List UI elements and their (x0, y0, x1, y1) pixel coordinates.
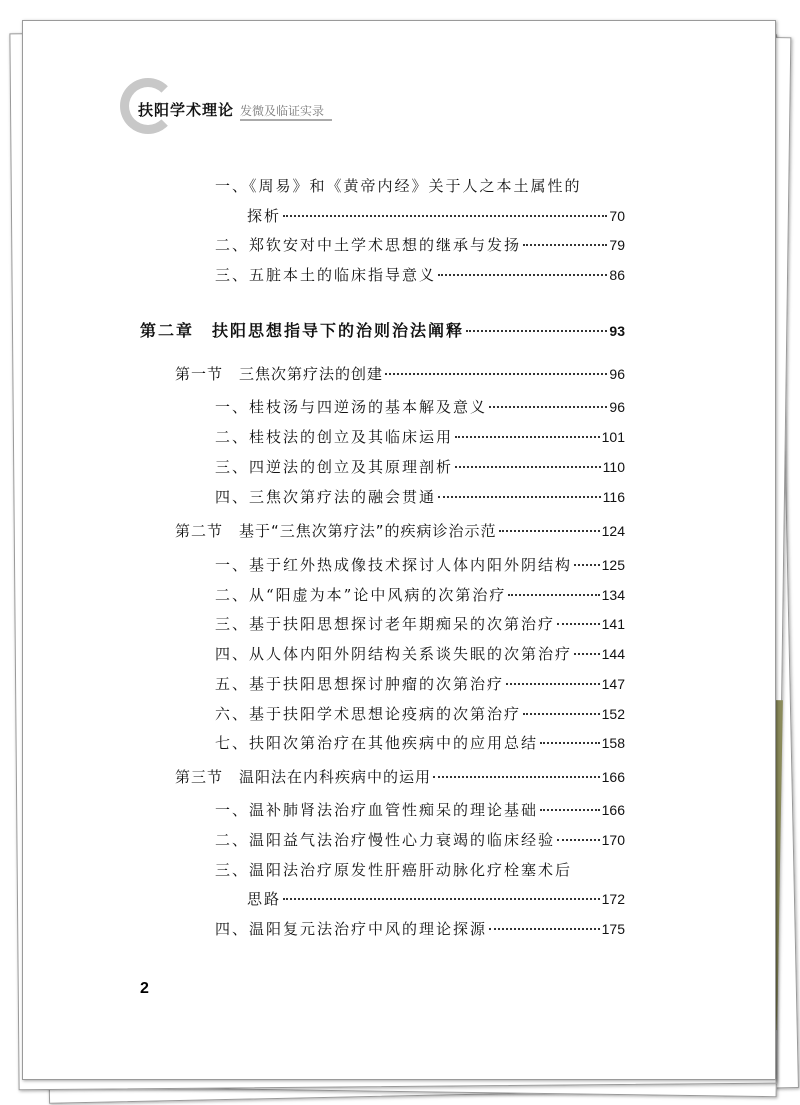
toc-entry-title: 四、从人体内阳外阴结构关系谈失眠的次第治疗 (215, 645, 573, 663)
leader-dots (489, 928, 600, 930)
toc-entry[interactable] (247, 205, 625, 226)
toc-entry[interactable] (175, 363, 625, 384)
toc-entry[interactable] (215, 732, 625, 753)
toc-entry[interactable] (215, 486, 625, 507)
toc-entry[interactable] (215, 859, 625, 880)
toc-entry-page: 166 (601, 769, 625, 785)
toc-entry-title: 六、基于扶阳学术思想论疫病的次第治疗 (215, 705, 522, 723)
toc-entry[interactable] (215, 829, 625, 850)
toc-entry-title: 二、桂枝法的创立及其临床运用 (215, 428, 454, 446)
toc-entry-title: 七、扶阳次第治疗在其他疾病中的应用总结 (215, 734, 539, 752)
toc-entry[interactable] (215, 799, 625, 820)
leader-dots (574, 653, 600, 655)
page-number: 2 (140, 980, 149, 997)
leader-dots (466, 330, 607, 332)
leader-dots (523, 244, 607, 246)
toc-entry-page: 93 (609, 323, 625, 339)
toc-entry-page: 144 (601, 646, 625, 662)
leader-dots (557, 839, 600, 841)
toc-entry-title: 第一节 三焦次第疗法的创建 (175, 365, 384, 383)
toc-entry-title: 第二章 扶阳思想指导下的治则治法阐释 (140, 321, 465, 340)
leader-dots (540, 742, 600, 744)
toc-entry-page: 158 (601, 735, 625, 751)
leader-dots (385, 373, 607, 375)
leader-dots (433, 776, 600, 778)
toc-entry-page: 152 (601, 706, 625, 722)
toc-entry[interactable] (140, 318, 625, 341)
toc-entry-title: 思路 (247, 890, 282, 908)
toc-entry-title: 三、四逆法的创立及其原理剖析 (215, 458, 454, 476)
toc-entry-page: 170 (601, 832, 625, 848)
toc-entry-page: 172 (601, 891, 625, 907)
leader-dots (455, 436, 600, 438)
toc-entry[interactable] (215, 264, 625, 285)
toc-entry-page: 125 (601, 557, 625, 573)
toc-entry-title: 第三节 温阳法在内科疾病中的运用 (175, 768, 432, 786)
toc-entry-title: 探析 (247, 207, 282, 225)
toc-entry-page: 166 (601, 802, 625, 818)
toc-entry-page: 110 (602, 459, 625, 475)
leader-dots (283, 898, 600, 900)
toc-entry-page: 147 (601, 676, 625, 692)
leader-dots (499, 530, 600, 532)
toc-entry-page: 96 (609, 366, 625, 382)
book-subtitle: 发微及临证实录 (240, 102, 332, 121)
toc-entry[interactable] (215, 673, 625, 694)
toc-entry[interactable] (215, 554, 625, 575)
toc-entry-title: 一、《周易》和《黄帝内经》关于人之本土属性的 (215, 177, 582, 195)
leader-dots (508, 594, 599, 596)
toc-entry-title: 二、从“阳虚为本”论中风病的次第治疗 (215, 586, 507, 604)
toc-entry-page: 86 (609, 267, 625, 283)
toc-entry-page: 96 (609, 399, 625, 415)
toc-entry[interactable] (215, 584, 625, 605)
leader-dots (574, 564, 600, 566)
toc-entry[interactable] (175, 520, 625, 541)
toc-entry-title: 二、郑钦安对中土学术思想的继承与发扬 (215, 236, 522, 254)
toc-entry[interactable] (175, 766, 625, 787)
toc-entry-title: 一、桂枝汤与四逆汤的基本解及意义 (215, 398, 488, 416)
toc-entry-page: 101 (601, 429, 625, 445)
toc-entry-title: 二、温阳益气法治疗慢性心力衰竭的临床经验 (215, 831, 556, 849)
toc-entry-title: 第二节 基于“三焦次第疗法”的疾病诊治示范 (175, 522, 497, 540)
toc-entry-title: 四、温阳复元法治疗中风的理论探源 (215, 920, 488, 938)
toc-entry[interactable] (215, 613, 625, 634)
toc-entry-title: 一、基于红外热成像技术探讨人体内阳外阴结构 (215, 556, 573, 574)
toc-entry[interactable] (215, 175, 625, 196)
toc-entry-page: 116 (602, 489, 625, 505)
leader-dots (506, 683, 600, 685)
toc-entry-title: 四、三焦次第疗法的融会贯通 (215, 488, 437, 506)
toc-entry-title: 三、基于扶阳思想探讨老年期痴呆的次第治疗 (215, 615, 556, 633)
leader-dots (540, 809, 600, 811)
toc-entry[interactable] (215, 703, 625, 724)
leader-dots (438, 496, 601, 498)
toc-entry[interactable] (215, 426, 625, 447)
toc-entry-page: 141 (601, 616, 625, 632)
leader-dots (455, 466, 601, 468)
toc-entry-page: 70 (609, 208, 625, 224)
toc-entry-page: 134 (601, 587, 625, 603)
toc-entry[interactable] (215, 234, 625, 255)
leader-dots (438, 274, 607, 276)
toc-entry-title: 一、温补肺肾法治疗血管性痴呆的理论基础 (215, 801, 539, 819)
toc-entry[interactable] (215, 918, 625, 939)
toc-entry-title: 五、基于扶阳思想探讨肿瘤的次第治疗 (215, 675, 505, 693)
leader-dots (523, 713, 600, 715)
toc-entry-title: 三、五脏本土的临床指导意义 (215, 266, 437, 284)
toc-entry-page: 79 (609, 237, 625, 253)
toc-entry-page: 175 (601, 921, 625, 937)
leader-dots (489, 406, 607, 408)
toc-entry[interactable] (215, 396, 625, 417)
toc-entry[interactable] (247, 888, 625, 909)
book-title: 扶阳学术理论 (138, 101, 235, 119)
toc-entry[interactable] (215, 456, 625, 477)
toc-entry[interactable] (215, 643, 625, 664)
toc-entry-page: 124 (601, 523, 625, 539)
leader-dots (557, 623, 600, 625)
toc-entry-title: 三、温阳法治疗原发性肝癌肝动脉化疗栓塞术后 (215, 861, 573, 879)
leader-dots (283, 215, 607, 217)
